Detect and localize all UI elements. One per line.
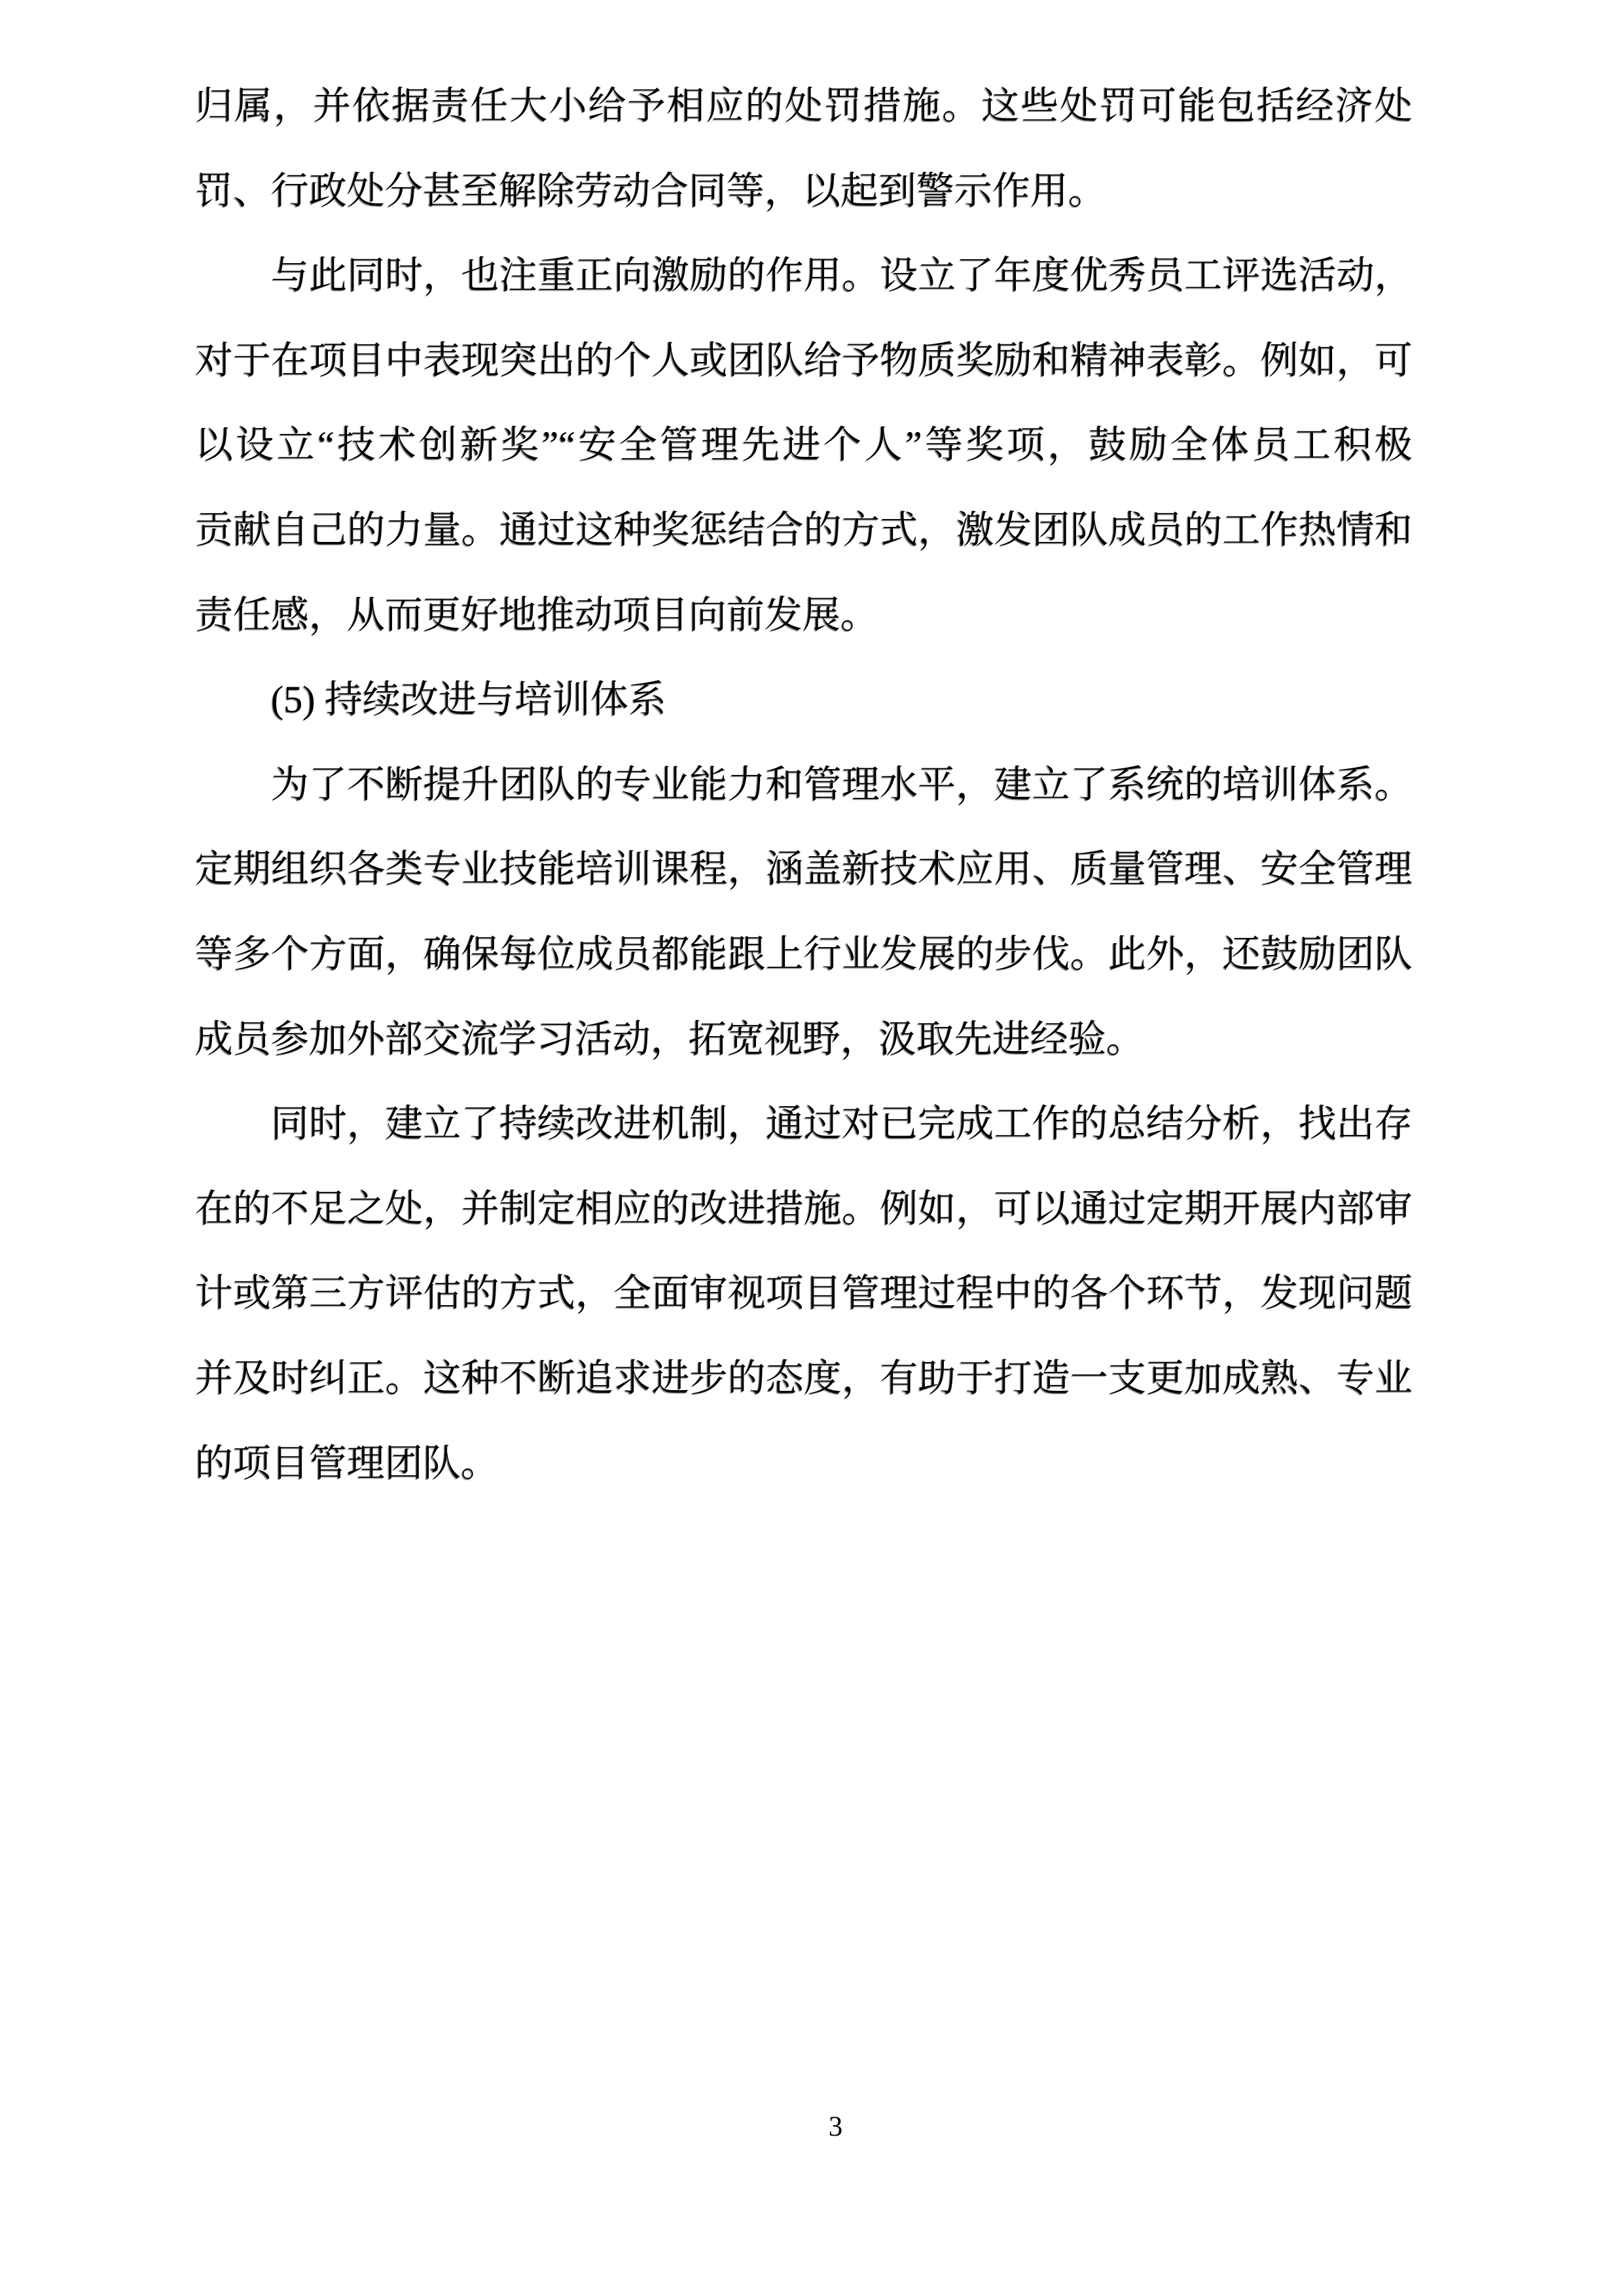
text-line: 在的不足之处，并制定相应的改进措施。例如，可以通过定期开展内部审 (195, 1187, 1413, 1230)
text-line: 罚、行政处分甚至解除劳动合同等，以起到警示作用。 (195, 169, 1107, 212)
text-line: 与此同时，也注重正向激励的作用。设立了年度优秀员工评选活动， (271, 254, 1413, 297)
text-line: 归属，并依据责任大小给予相应的处罚措施。这些处罚可能包括经济处 (195, 84, 1413, 127)
text-line: 定期组织各类专业技能培训课程，涵盖新技术应用、质量管理、安全管理 (195, 848, 1413, 891)
text-line: 同时，建立了持续改进机制，通过对已完成工作的总结分析，找出存 (271, 1102, 1413, 1145)
text-line: 贡献自己的力量。通过这种奖惩结合的方式，激发团队成员的工作热情和 (195, 508, 1413, 551)
text-line: 等多个方面，确保每位成员都能跟上行业发展的步伐。此外，还鼓励团队 (195, 932, 1413, 975)
page-number: 3 (828, 2111, 843, 2142)
text-line: 以设立“技术创新奖”“安全管理先进个人”等奖项，鼓励全体员工积极 (195, 423, 1413, 467)
text-line: 计或第三方评估的方式，全面审视项目管理过程中的各个环节，发现问题 (195, 1272, 1413, 1315)
text-line: 责任感，从而更好地推动项目向前发展。 (195, 593, 879, 636)
text-line: 为了不断提升团队的专业能力和管理水平，建立了系统的培训体系。 (271, 762, 1413, 806)
document-body (195, 63, 1413, 1505)
text-line: 的项目管理团队。 (195, 1441, 499, 1484)
section-heading: (5) 持续改进与培训体系 (271, 678, 667, 721)
text-line: 成员参加外部交流学习活动，拓宽视野，汲取先进经验。 (195, 1017, 1145, 1060)
text-line: 对于在项目中表现突出的个人或团队给予物质奖励和精神表彰。例如，可 (195, 338, 1413, 382)
text-line: 并及时纠正。这种不断追求进步的态度，有助于打造一支更加成熟、专业 (195, 1356, 1413, 1399)
